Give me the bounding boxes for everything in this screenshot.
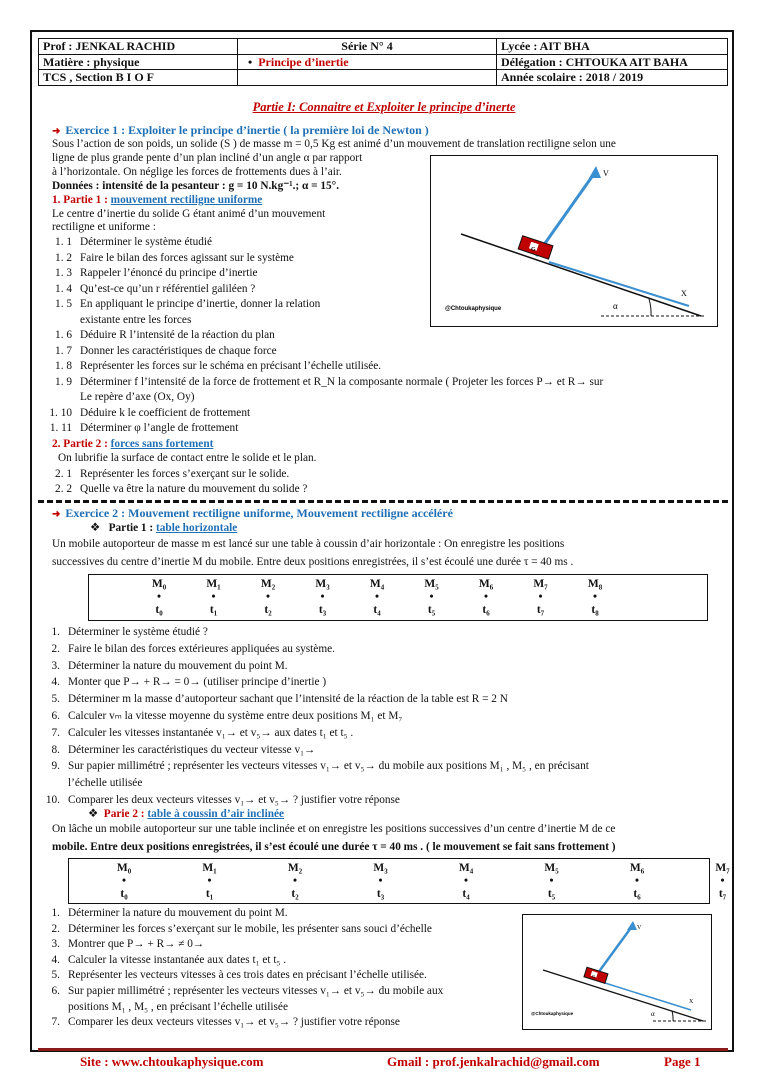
question-number: 5.: [51, 693, 60, 706]
topic-label: Principe d’inertie: [258, 54, 349, 69]
question-text: Donner les caractéristiques de chaque force: [80, 344, 277, 357]
position-dot: •: [320, 591, 325, 603]
diamond-icon: ❖: [90, 522, 101, 534]
time-label: t₆: [633, 888, 641, 900]
section-divider: [38, 500, 728, 503]
question-text: Déterminer la nature du mouvement du point M.: [68, 907, 288, 919]
position-dot: •: [549, 875, 554, 887]
time-label: t₄: [373, 604, 381, 616]
question-item: [38, 985, 443, 998]
position-label: M₇: [715, 862, 730, 874]
question-text: Déterminer le système étudié ?: [68, 626, 208, 638]
plane-line: [461, 234, 701, 316]
question-item: [44, 314, 191, 327]
question-text: Déterminer m la masse d’autoporteur sachant que l’intensité de la réaction de la table est R = 2 N: [68, 693, 508, 706]
g-label: G: [531, 247, 536, 253]
position-label: M₁: [206, 578, 221, 590]
question-number: 5.: [51, 969, 60, 982]
velocity-arrowhead: [589, 166, 601, 178]
question-item: [38, 938, 204, 951]
position-label: M₅: [544, 862, 559, 874]
question-item: [44, 407, 250, 420]
x-axis-arrow: [549, 262, 689, 306]
position-label: M₆: [478, 578, 494, 590]
positions-table-1: [88, 574, 708, 621]
question-text: Déterminer φ l’angle de frottement: [80, 422, 239, 434]
g-label: G: [592, 974, 596, 979]
position-label: M₄: [369, 578, 385, 590]
question-number: 1. 9: [55, 375, 72, 388]
question-item: [38, 1001, 288, 1014]
position-label: M₄: [458, 862, 474, 874]
footer-gmail[interactable]: Gmail : prof.jenkalrachid@gmail.com: [387, 1054, 600, 1069]
question-text: Rappeler l’énoncé du principe d’inertie: [80, 267, 258, 279]
question-number: 1. 1: [55, 236, 72, 248]
position-dot: •: [483, 591, 489, 603]
angle-arc: [649, 299, 651, 316]
alpha-label: α: [651, 1010, 655, 1018]
question-text: Calculer les vitesses instantanée v₁→ et v₅→ aux dates t₁ et t₅ .: [68, 726, 354, 739]
question-item: [38, 954, 286, 967]
time-label: t₂: [264, 604, 272, 616]
question-number: 1. 5: [55, 298, 72, 310]
time-label: t₈: [591, 604, 599, 616]
question-item: [44, 483, 307, 496]
partie1-label: 1. Partie 1 :: [52, 194, 111, 206]
question-item: [44, 376, 603, 389]
time-label: t₅: [427, 604, 436, 616]
serie-cell: Série N° 4: [238, 39, 497, 55]
question-item: [38, 676, 326, 689]
question-number: 7.: [51, 1016, 60, 1029]
question-text: Calculer vₘ la vitesse moyenne du système entre deux positions M₁ et M₇: [68, 710, 403, 722]
inclined-table-figure: [522, 914, 712, 1030]
question-text: Déterminer les caractéristiques du vecteur vitesse v₁→: [68, 743, 316, 756]
question-number: 2. 1: [55, 468, 72, 480]
question-text: Qu’est-ce qu’un r référentiel galiléen ?: [80, 282, 256, 295]
question-text: Faire le bilan des forces extérieures appliquées au système.: [68, 642, 335, 655]
question-number: 7.: [51, 726, 60, 739]
annee-cell: Année scolaire : 2018 / 2019: [497, 70, 728, 86]
question-number: 1. 8: [55, 360, 72, 372]
question-text: Montrer que P→ + R→ ≠ 0→: [68, 938, 205, 951]
question-text: positions M₁ , M₅ , en précisant l’échelle utilisée: [68, 1000, 288, 1013]
question-number: 1. 6: [55, 329, 72, 341]
position-dot: •: [378, 875, 383, 887]
question-text: Déterminer la nature du mouvement du point M.: [68, 659, 288, 672]
footer-divider: [38, 1048, 728, 1051]
question-text: Déterminer le système étudié: [80, 236, 213, 248]
question-number: 3.: [51, 659, 60, 672]
exercise2-title: [52, 507, 453, 521]
ex2-p1-title: table horizontale: [156, 522, 238, 534]
question-number: 2.: [51, 642, 60, 655]
ex1-data-line: Données : intensité de la pesanteur : g = 10 N.kg⁻¹.; α = 15°.: [52, 180, 340, 192]
question-text: Déduire R l’intensité de la réaction du plan: [80, 329, 275, 341]
position-dot: •: [292, 875, 298, 887]
question-text: l’échelle utilisée: [68, 777, 143, 790]
question-number: 2. 2: [55, 483, 72, 495]
ex1-text-line: ligne de plus grande pente d’un plan incliné d’un angle α par rapport: [52, 152, 363, 164]
position-label: M₃: [373, 862, 388, 874]
time-label: t₀: [120, 888, 128, 900]
question-item: [38, 1016, 400, 1029]
question-text: Déduire k le coefficient de frottement: [80, 406, 251, 419]
question-text: Déterminer f l’intensité de la force de frottement et R_N la composante normale ( Projeter les forces P→ et R→ sur: [80, 375, 604, 388]
time-label: t₇: [536, 604, 545, 616]
question-number: 1.: [51, 626, 60, 638]
question-number: 1. 2: [55, 251, 72, 264]
question-item: [38, 923, 432, 936]
question-number: 6.: [51, 710, 60, 722]
question-number: 1.: [51, 907, 60, 919]
partie2-heading: [52, 438, 213, 451]
question-text: En appliquant le principe d’inertie, donner la relation: [80, 298, 321, 310]
exercise1-title: [52, 124, 429, 138]
position-label: M₂: [287, 862, 303, 874]
ex2-partie1-heading: [90, 522, 237, 535]
alpha-label: α: [613, 301, 618, 311]
header-table: [38, 38, 728, 86]
question-number: 6.: [51, 985, 60, 997]
ex2-p2-label: Parie 2 :: [103, 808, 148, 820]
position-label: M₇: [533, 578, 548, 590]
question-item: [44, 360, 381, 373]
time-label: t₇: [718, 888, 727, 900]
ex2-p2-text: On lâche un mobile autoporteur sur une table inclinée et on enregistre les positions successives d’un centre d’inertie M de ce: [52, 823, 616, 835]
footer-page: Page 1: [664, 1054, 701, 1069]
question-number: 1. 3: [55, 267, 72, 279]
question-item: [38, 760, 589, 773]
question-text: Quelle va être la nature du mouvement du solide ?: [80, 483, 308, 495]
question-item: [38, 693, 508, 706]
velocity-arrow: [595, 925, 633, 977]
question-item: [38, 794, 400, 807]
partie2-title: forces sans fortement: [110, 438, 214, 450]
topic-cell: [238, 54, 497, 70]
arrow-down-icon: ➜: [52, 126, 61, 137]
question-text: Comparer les deux vecteurs vitesses v₁→ et v₅→ ? justifier votre réponse: [68, 1016, 400, 1029]
position-dot: •: [634, 875, 640, 887]
question-number: 8.: [51, 743, 60, 756]
inclined-plane-figure: [430, 155, 718, 327]
position-dot: •: [720, 875, 725, 887]
question-text: Représenter les forces sur le schéma en précisant l’échelle utilisée.: [80, 360, 382, 372]
exercise2-title-text: Exercice 2 : Mouvement rectiligne uniforme, Mouvement rectiligne accéléré: [65, 506, 453, 520]
position-label: M₃: [315, 578, 330, 590]
position-label: M₀: [116, 862, 132, 874]
position-label: M₆: [629, 862, 645, 874]
question-number: 9.: [51, 760, 60, 773]
velocity-arrowhead: [627, 921, 637, 930]
question-item: [44, 236, 212, 249]
question-number: 4.: [51, 953, 60, 966]
question-number: 4.: [51, 676, 60, 689]
empty-cell: [238, 70, 497, 86]
partie2-label: 2. Partie 2 :: [52, 438, 111, 450]
v-label: V: [603, 169, 609, 178]
arrow-down-icon: ➜: [52, 509, 61, 520]
position-label: M₅: [424, 578, 439, 590]
question-item: [44, 391, 194, 404]
position-dot: •: [265, 591, 271, 603]
question-item: [44, 267, 258, 280]
inclined-table-diagram: [523, 915, 711, 1029]
exercise1-title-text: Exercice 1 : Exploiter le principe d’inertie ( la première loi de Newton ): [65, 123, 429, 137]
inclined-plane-diagram: [431, 156, 717, 326]
time-label: t₅: [547, 888, 556, 900]
position-label: M₂: [260, 578, 276, 590]
question-text: Représenter les vecteurs vitesses à ces trois dates en précisant l’échelle utilisée.: [68, 969, 427, 982]
question-text: Faire le bilan des forces agissant sur le système: [80, 251, 294, 264]
positions-table-2: [68, 858, 730, 904]
x-label: X: [681, 289, 687, 298]
question-item: [38, 660, 288, 673]
diamond-icon: ❖: [88, 808, 99, 820]
question-number: 10.: [45, 794, 60, 806]
question-item: [44, 298, 320, 311]
prof-cell: Prof : JENKAL RACHID: [39, 39, 238, 55]
time-label: t₀: [155, 604, 163, 616]
time-label: t₃: [376, 888, 385, 900]
lycee-cell: Lycée : AIT BHA: [497, 39, 728, 55]
section-cell: TCS , Section B I O F: [39, 70, 238, 86]
ex2-p1-text: Un mobile autoporteur de masse m est lancé sur une table à coussin d’air horizontale : On enregistre les positions: [52, 538, 565, 550]
position-dot: •: [592, 591, 598, 603]
question-item: [38, 744, 315, 757]
position-dot: •: [156, 591, 162, 603]
delegation-cell: Délégation : CHTOUKA AIT BAHA: [497, 54, 728, 70]
partie1-title: mouvement rectiligne uniforme: [110, 194, 263, 206]
x-label: X: [689, 999, 694, 1005]
position-dot: •: [121, 875, 127, 887]
time-label: t₁: [209, 604, 218, 616]
position-dot: •: [211, 591, 216, 603]
v-label: V: [637, 925, 642, 931]
x-axis-arrow: [605, 983, 691, 1010]
question-item: [38, 907, 288, 920]
ex1-text-line: à l’horizontale. On néglige les forces de frottements dues à l’air.: [52, 166, 342, 178]
question-text: Comparer les deux vecteurs vitesses v₁→ et v₅→ ? justifier votre réponse: [68, 794, 400, 806]
ex2-p2-text: mobile. Entre deux positions enregistrées, il s’est écoulé une durée τ = 40 ms . ( le mouvement se fait sans frottement ): [52, 841, 616, 853]
position-dot: •: [429, 591, 434, 603]
ex2-p1-label: Partie 1 :: [108, 522, 156, 534]
question-item: [44, 283, 255, 296]
time-label: t₄: [462, 888, 470, 900]
ex2-partie2-heading: [88, 808, 284, 821]
time-label: t₁: [205, 888, 214, 900]
question-text: Monter que P→ + R→ = 0→ (utiliser principe d’inertie ): [68, 676, 327, 689]
question-item: [44, 329, 275, 342]
partie1-intro: rectiligne et uniforme :: [52, 221, 156, 233]
question-item: [44, 252, 294, 265]
partie2-intro: On lubrifie la surface de contact entre le solide et le plan.: [58, 452, 317, 464]
position-dot: •: [463, 875, 469, 887]
partie1-heading: [52, 194, 262, 207]
part1-title: Partie I: Connaitre et Exploiter le principe d’inerte: [252, 100, 516, 114]
bullet-icon: •: [248, 54, 253, 69]
question-item: [38, 643, 335, 656]
question-text: Sur papier millimétré ; représenter les vecteurs vitesses v₁→ et v₅→ du mobile aux positions M₁ , M₅ , en précisant: [68, 760, 589, 773]
question-item: [44, 422, 238, 435]
question-number: 2.: [51, 922, 60, 935]
question-number: 1. 4: [55, 282, 72, 295]
ex2-p1-text: successives du centre d’inertie M du mobile. Entre deux positions enregistrées, il s’est écoulé une durée τ = 40 ms .: [52, 556, 574, 568]
question-item: [38, 710, 402, 723]
question-item: [38, 969, 427, 982]
partie1-intro: Le centre d’inertie du solide G étant animé d’un mouvement: [52, 208, 326, 220]
question-number: 1. 10: [49, 406, 72, 419]
question-text: Calculer la vitesse instantanée aux dates t₁ et t₅ .: [68, 953, 287, 966]
question-text: Sur papier millimétré ; représenter les vecteurs vitesses v₁→ et v₅→ du mobile aux: [68, 985, 444, 997]
matiere-cell: Matière : physique: [39, 54, 238, 70]
question-number: 3.: [51, 938, 60, 951]
question-text: Représenter les forces s’exerçant sur le solide.: [80, 468, 290, 480]
footer-site[interactable]: Site : www.chtoukaphysique.com: [80, 1054, 264, 1069]
time-label: t₆: [482, 604, 490, 616]
position-label: M₀: [151, 578, 167, 590]
ex1-text-line: Sous l’action de son poids, un solide (S ) de masse m = 0,5 Kg est animé d’un mouvement de translation rectiligne selon une: [52, 138, 616, 150]
position-label: M₈: [587, 578, 603, 590]
position-dot: •: [374, 591, 380, 603]
question-item: [38, 777, 142, 790]
question-item: [38, 727, 353, 740]
ex2-p2-title: table à coussin d’air inclinée: [147, 808, 285, 820]
question-item: [44, 468, 289, 481]
question-text: existante entre les forces: [80, 313, 192, 326]
credit-label: @Chtoukaphysique: [531, 1011, 574, 1016]
position-dot: •: [538, 591, 543, 603]
time-label: t₂: [291, 888, 299, 900]
mobile-block: [584, 967, 608, 983]
angle-arc: [672, 1011, 673, 1021]
position-dot: •: [207, 875, 212, 887]
question-text: Déterminer les forces s’exerçant sur le mobile, les présenter sans souci d’échelle: [68, 922, 432, 935]
question-item: [38, 626, 208, 639]
question-text: Le repère d’axe (Ox, Oy): [80, 391, 195, 403]
time-label: t₃: [318, 604, 327, 616]
question-item: [44, 345, 277, 358]
credit-label: @Chtoukaphysique: [445, 306, 502, 312]
position-label: M₁: [202, 862, 217, 874]
question-number: 1. 11: [49, 422, 72, 434]
question-number: 1. 7: [55, 344, 72, 357]
